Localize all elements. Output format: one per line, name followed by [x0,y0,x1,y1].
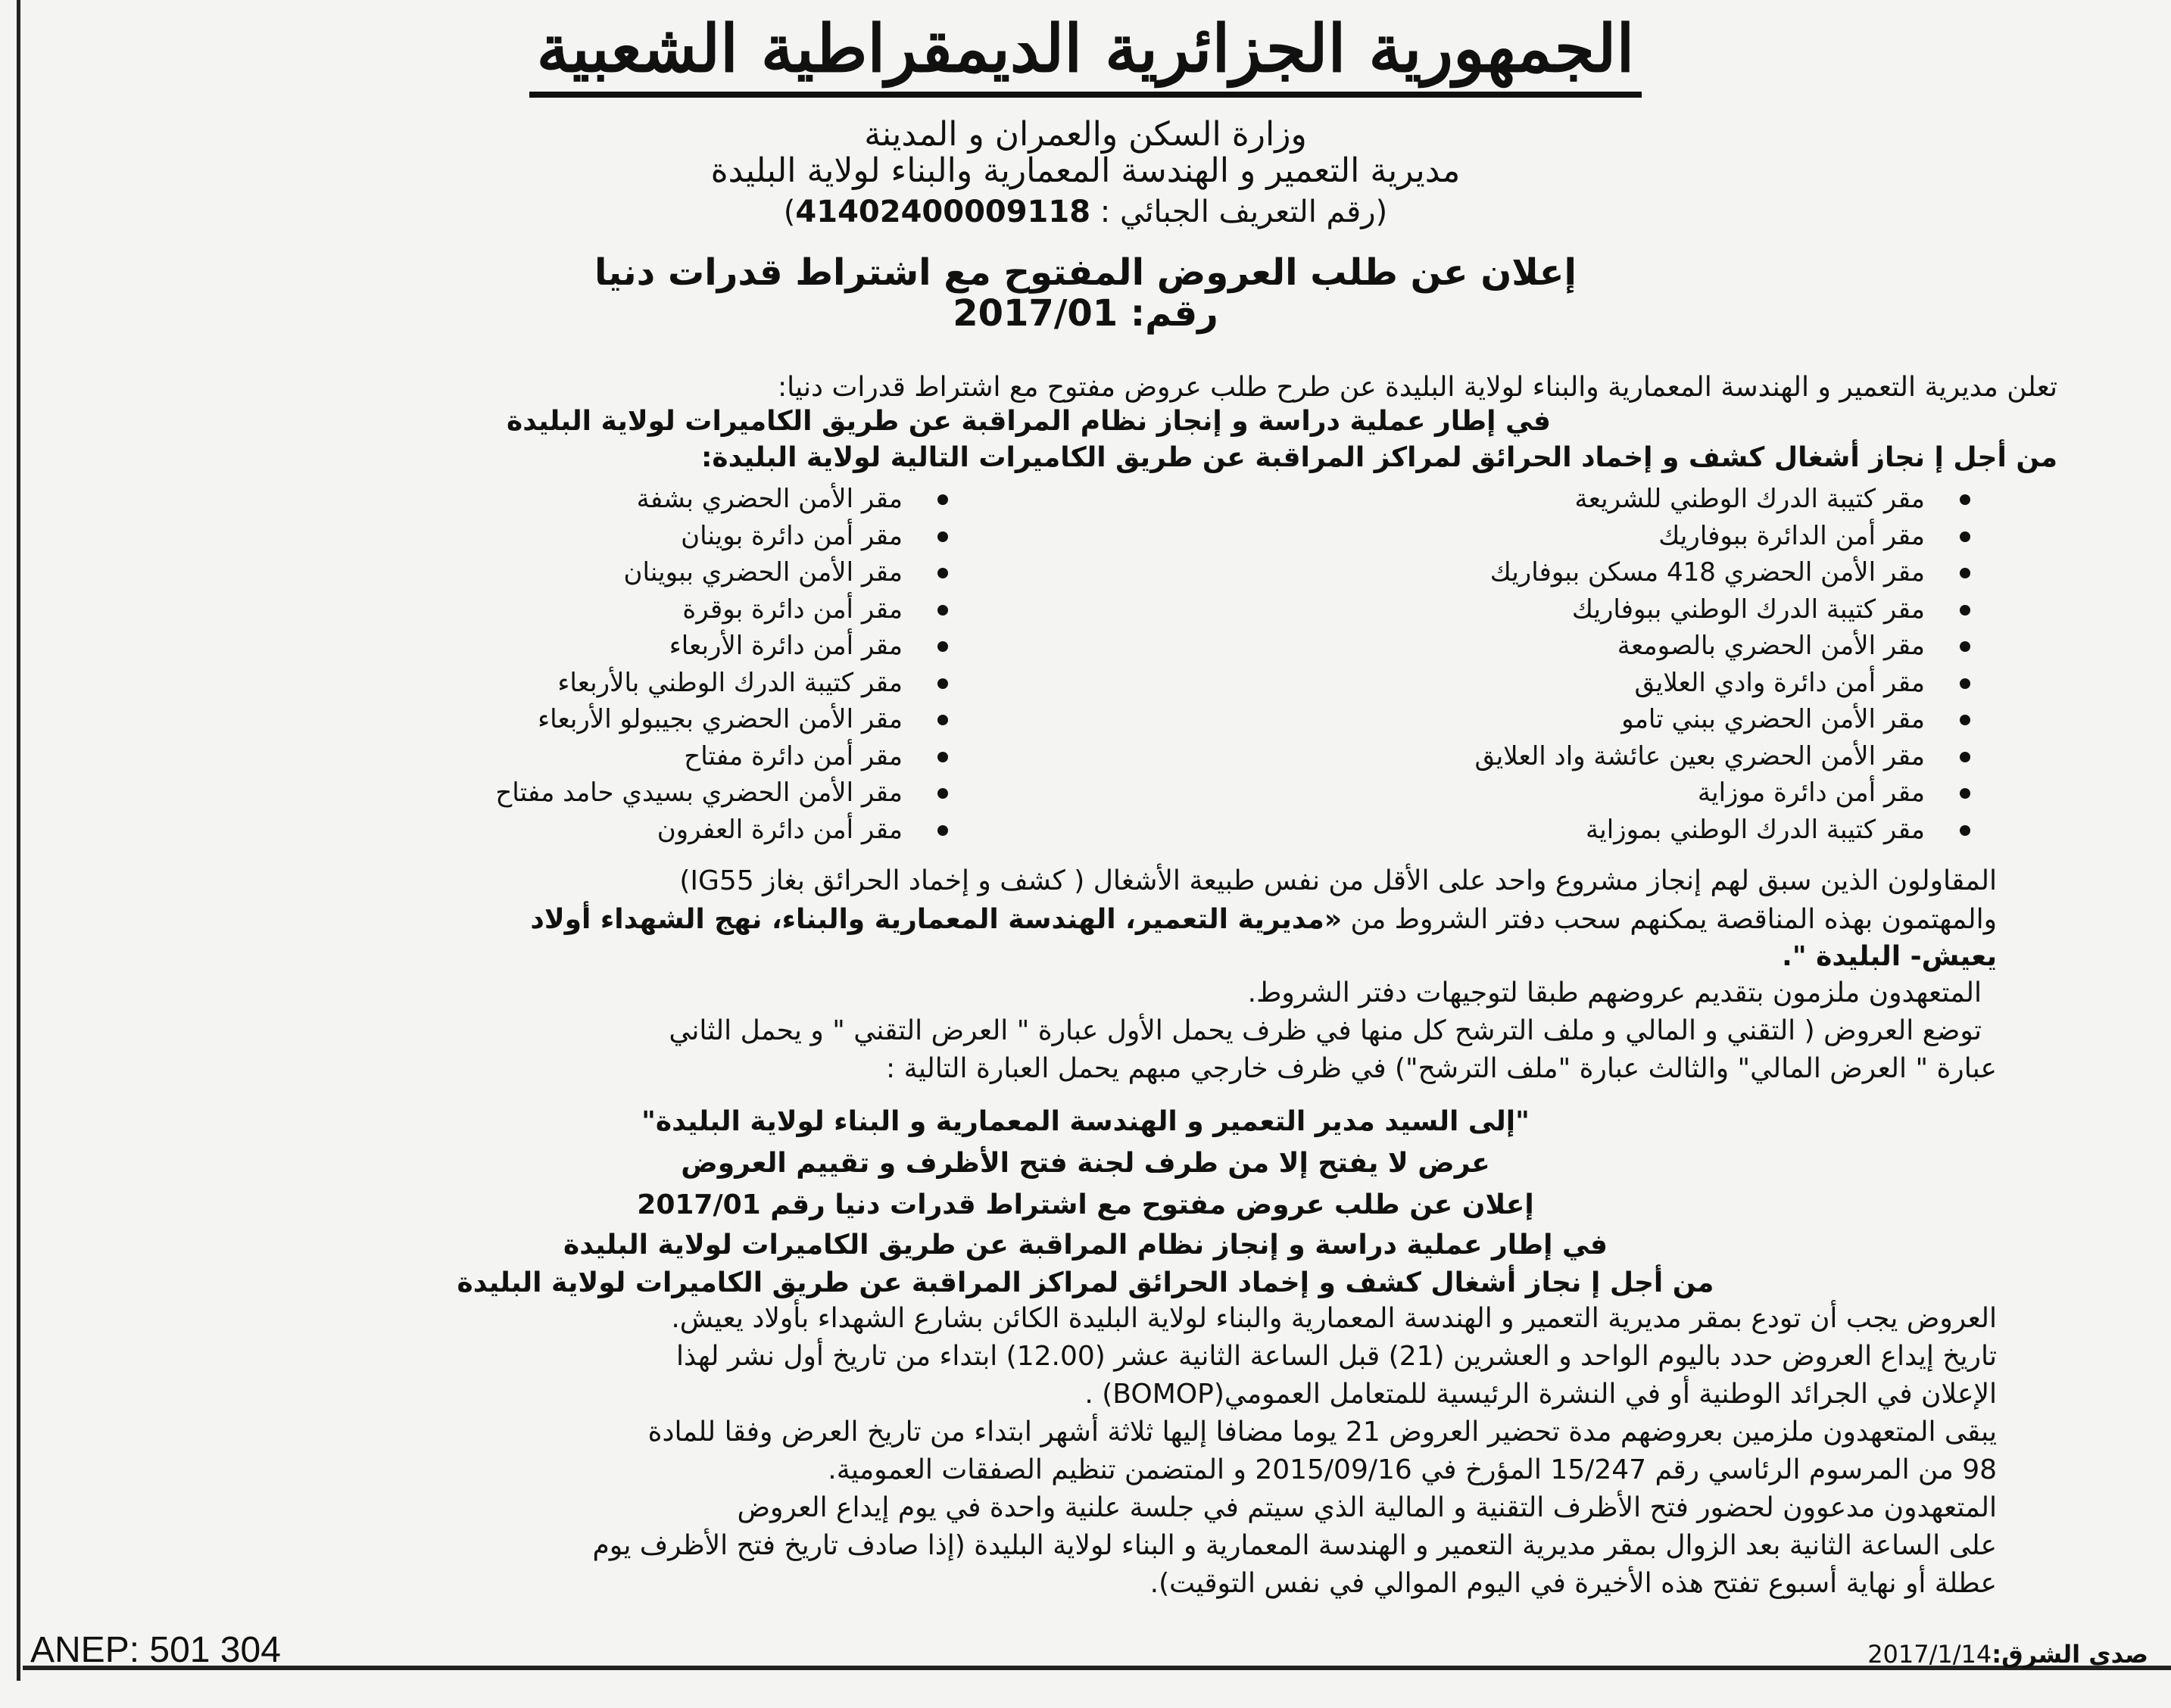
sites-list-left [495,481,948,848]
site-item: مقر الأمن الحضري 418 مسكن ببوفاريك [1474,554,1970,591]
conditions-p2-b: «مديرية التعمير، الهندسة المعمارية والبناء، نهج الشهداء أولاد [530,904,1343,935]
site-item: مقر الأمن الحضري بسيدي حامد مفتاح [495,775,948,812]
site-item: مقر أمن دائرة بوينان [495,518,948,555]
intro-line-2: في إطار عملية دراسة و إنجاز نظام المراقبة عن طريق الكاميرات لولاية البليدة [506,406,1552,437]
site-item: مقر أمن الدائرة ببوفاريك [1474,518,1970,555]
conditions-p1: المقاولون الذين سبق لهم إنجاز مشروع واحد على الأقل من نفس طبيعة الأشغال ( كشف و إخماد الحرائق بغاز IG55) [679,865,1997,896]
site-item: مقر أمن دائرة بوقرة [495,591,948,628]
republic-title [0,8,2171,91]
tax-id-line [0,191,2171,233]
closing-p3-b: 98 من المرسوم الرئاسي رقم 15/247 المؤرخ في 2015/09/16 و المتضمن تنظيم الصفقات العمومية. [828,1454,1997,1485]
announcement-number: رقم: 2017/01 [953,292,1218,335]
tax-id-close: ) [783,195,796,229]
site-item: مقر أمن دائرة مفتاح [495,738,948,775]
intro-line-3: من أجل إ نجاز أشغال كشف و إخماد الحرائق لمراكز المراقبة عن طريق الكاميرات التالية لولاية البليدة: [701,442,2057,473]
site-item: مقر أمن دائرة العفرون [495,812,948,849]
closing-p4-a: المتعهدون مدعوون لحضور فتح الأظرف التقنية و المالية الذي سيتم في جلسة علنية واحدة في يوم إيداع العروض [737,1492,1997,1523]
closing-p1: العروض يجب أن تودع بمقر مديرية التعمير و الهندسة المعمارية والبناء لولاية البليدة الكائن بشارع الشهداء بأولاد يعيش. [671,1303,1997,1334]
site-item: مقر الأمن الحضري بعين عائشة واد العلايق [1474,738,1970,775]
site-item: مقر الأمن الحضري ببوينان [495,554,948,591]
announcement-title: إعلان عن طلب العروض المفتوح مع اشتراط قدرات دنيا [594,251,1577,294]
site-item: مقر الأمن الحضري ببني تامو [1474,701,1970,738]
tax-id-label: (رقم التعريف الجبائي : [1100,195,1388,229]
publication-date: 2017/1/14 [1867,1640,1992,1669]
site-item: مقر كتيبة الدرك الوطني ببوفاريك [1474,591,1970,628]
newspaper-name: صدى الشرق: [1992,1640,2148,1669]
ministry-name: وزارة السكن والعمران و المدينة [864,115,1307,154]
closing-p2-b: الإعلان في الجرائد الوطنية أو في النشرة الرئيسية للمتعامل العمومي(BOMOP) . [1084,1379,1997,1410]
site-item: مقر كتيبة الدرك الوطني للشريعة [1474,481,1970,518]
envelope-line-3: إعلان عن طلب عروض مفتوح مع اشتراط قدرات دنيا رقم 2017/01 [637,1189,1534,1220]
site-item: مقر كتيبة الدرك الوطني بالأربعاء [495,665,948,702]
conditions-p2-c: يعيش- البليدة ". [1782,941,1997,972]
site-item: مقر كتيبة الدرك الوطني بموزاية [1474,812,1970,849]
republic-title-text: الجمهورية الجزائرية الديمقراطية الشعبية [529,11,1642,98]
closing-p3-a: يبقى المتعهدون ملزمين بعروضهم مدة تحضير العروض 21 يوما مضافا إليها ثلاثة أشهر ابتداء من تاريخ العرض وفقا للمادة [647,1417,1997,1448]
site-item: مقر الأمن الحضري بجيبولو الأربعاء [495,701,948,738]
sites-list-right [1474,481,1970,848]
conditions-p4-b: عبارة " العرض المالي" والثالث عبارة "ملف الترشح") في ظرف خارجي مبهم يحمل العبارة التالية : [886,1053,1997,1084]
conditions-p3: المتعهدون ملزمون بتقديم عروضهم طبقا لتوجيهات دفتر الشروط. [1247,977,1982,1008]
site-item: مقر الأمن الحضري بالصومعة [1474,628,1970,665]
closing-p4-b: على الساعة الثانية بعد الزوال بمقر مديرية التعمير و الهندسة المعمارية و البناء لولاية البليدة (إذا صادف تاريخ فتح الأظرف يوم [592,1530,1997,1561]
tax-id-number: 41402400009118 [795,195,1091,229]
site-item: مقر أمن دائرة وادي العلايق [1474,665,1970,702]
closing-p4-c: عطلة أو نهاية أسبوع تفتح هذه الأخيرة في اليوم الموالي في نفس التوقيت). [1149,1568,1997,1599]
envelope-line-5: من أجل إ نجاز أشغال كشف و إخماد الحرائق لمراكز المراقبة عن طريق الكاميرات لولاية البليدة [457,1267,1714,1298]
site-item: مقر الأمن الحضري بشفة [495,481,948,518]
envelope-line-2: عرض لا يفتح إلا من طرف لجنة فتح الأظرف و تقييم العروض [681,1148,1490,1179]
intro-line-1: تعلن مديرية التعمير و الهندسة المعمارية والبناء لولاية البليدة عن طرح طلب عروض مفتوح مع اشتراط قدرات دنيا: [778,372,2057,403]
anep-code: ANEP: 501 304 [30,1630,281,1670]
site-item: مقر أمن دائرة الأربعاء [495,628,948,665]
conditions-p2 [167,903,1997,937]
site-item: مقر أمن دائرة موزاية [1474,775,1970,812]
envelope-line-1: "إلى السيد مدير التعمير و الهندسة المعمارية و البناء لولاية البليدة" [641,1106,1530,1137]
conditions-p4-a: توضع العروض ( التقني و المالي و ملف الترشح كل منها في ظرف يحمل الأول عبارة " العرض التقني " و يحمل الثاني [669,1015,1982,1046]
directorate-name: مديرية التعمير و الهندسة المعمارية والبناء لولاية البليدة [710,151,1461,190]
newspaper-source [1867,1639,2148,1669]
footer-rule [23,1666,2171,1670]
conditions-p2-a: والمهتمون بهذه المناقصة يمكنهم سحب دفتر الشروط من [1350,904,1997,935]
envelope-line-4: في إطار عملية دراسة و إنجاز نظام المراقبة عن طريق الكاميرات لولاية البليدة [563,1230,1608,1261]
closing-p2-a: تاريخ إيداع العروض حدد باليوم الواحد و العشرين (21) قبل الساعة الثانية عشر (12.00) ابتداء من تاريخ أول نشر لهذا [675,1341,1997,1372]
